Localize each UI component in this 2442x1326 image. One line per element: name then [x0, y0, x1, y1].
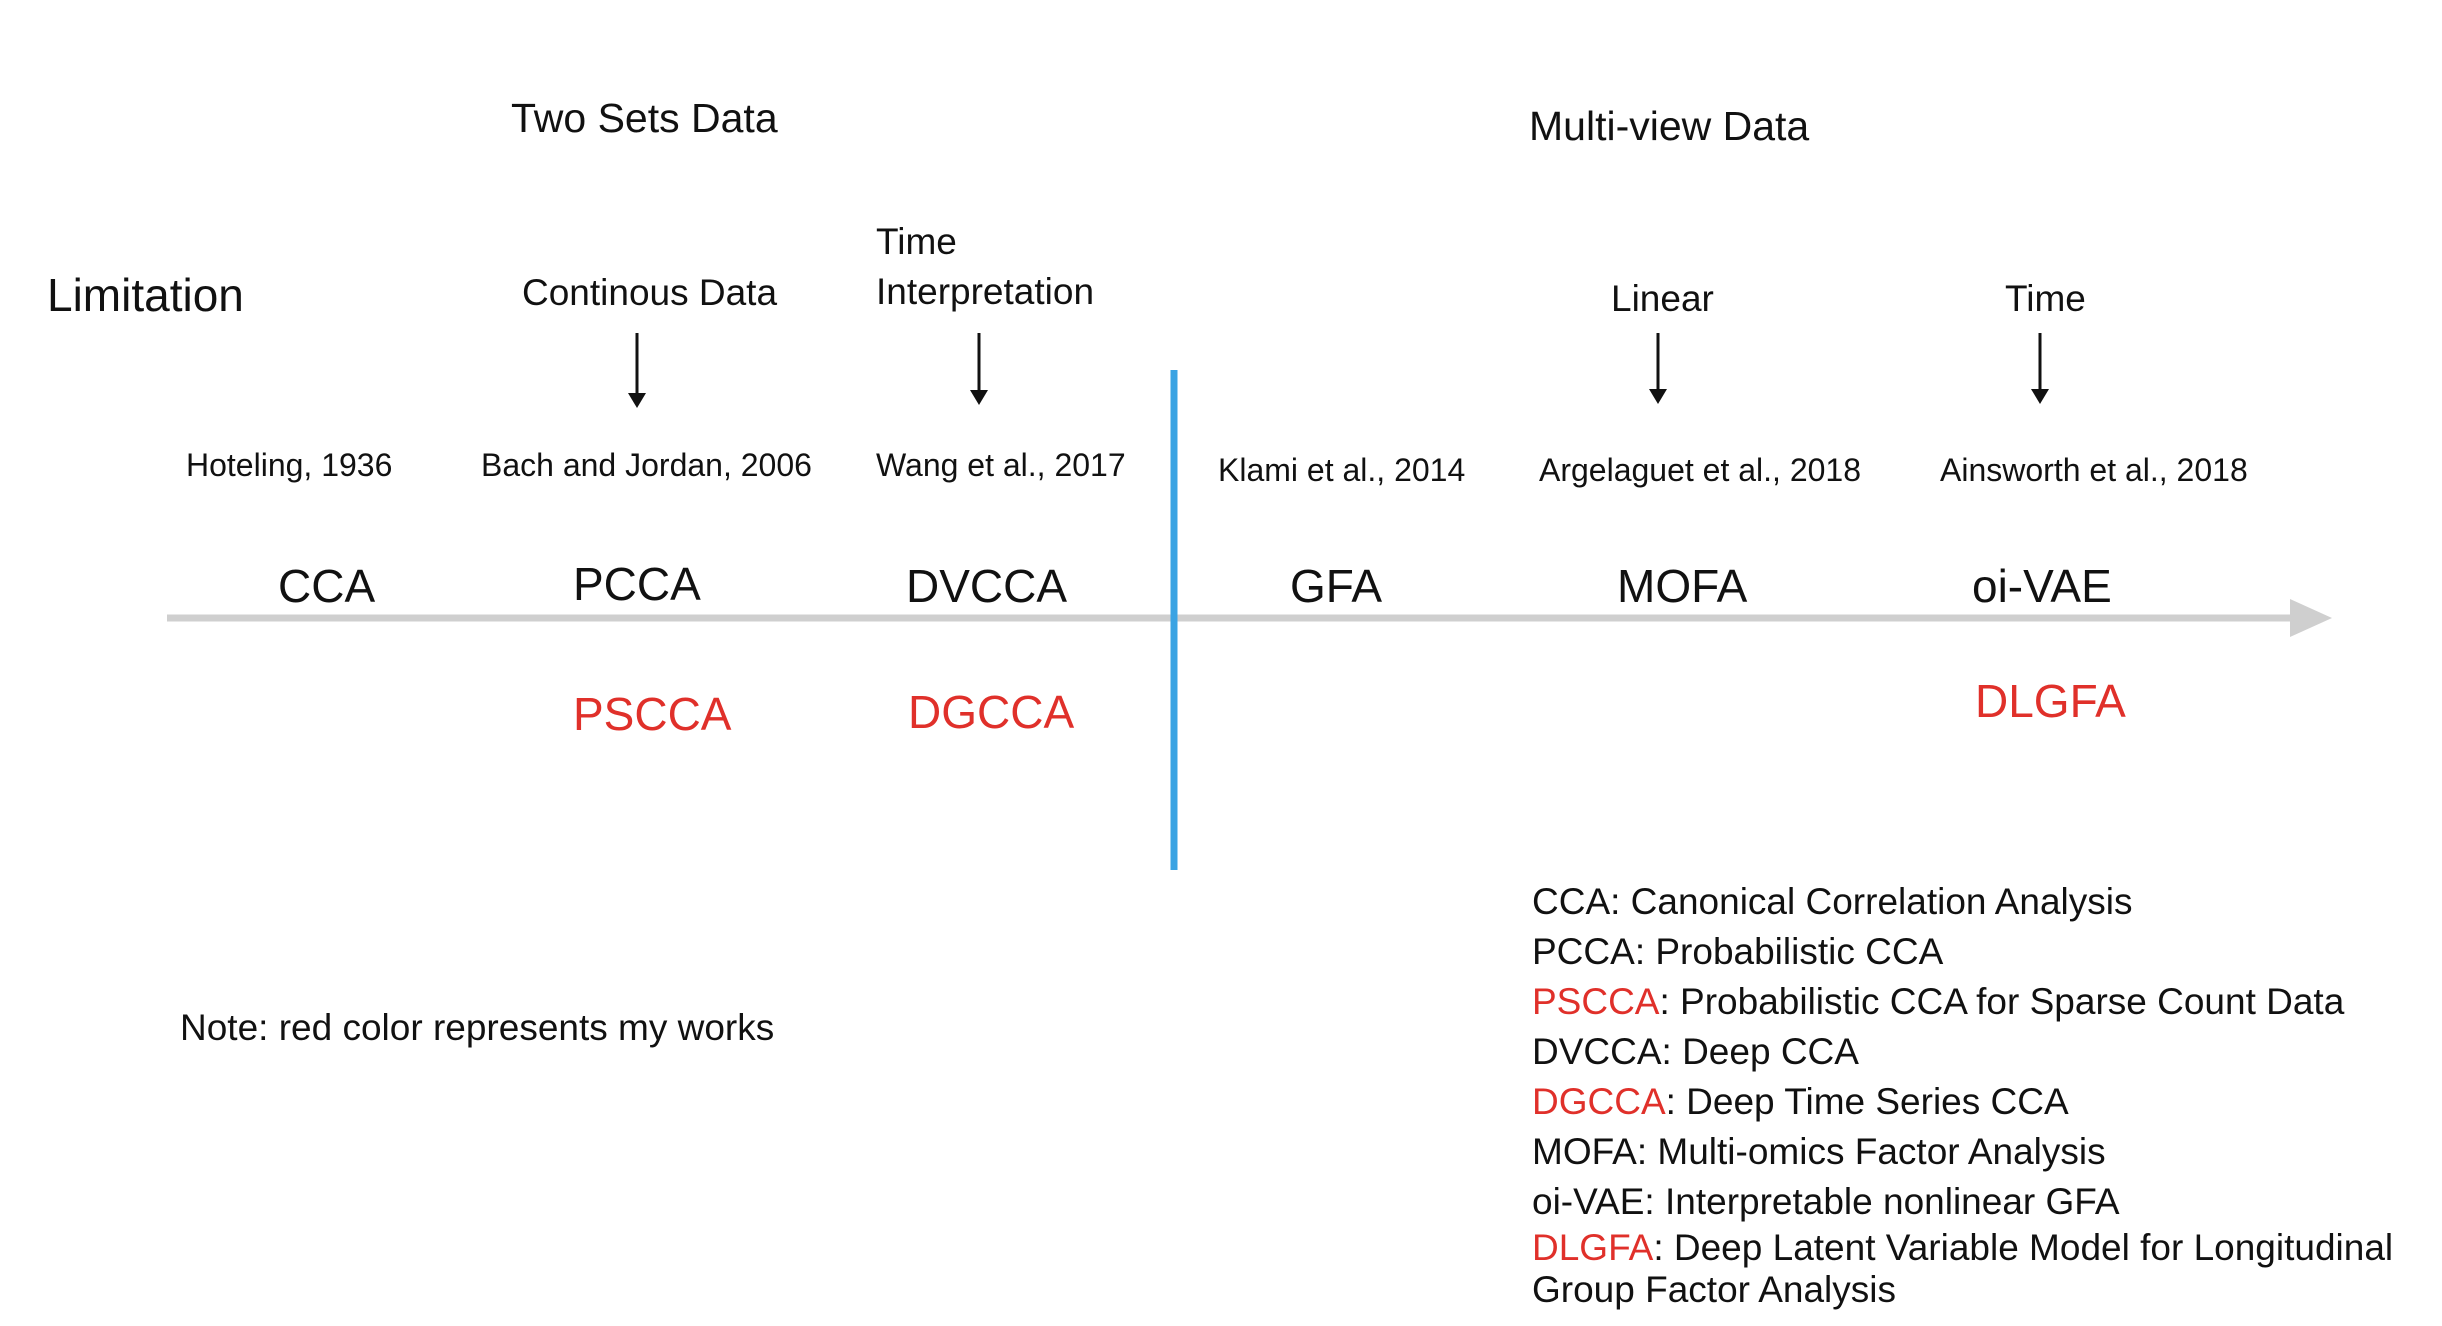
limitation-time: Time: [2005, 278, 2086, 319]
legend-abbr: MOFA: [1532, 1131, 1637, 1172]
note-text: Note: red color represents my works: [180, 1007, 775, 1048]
citation-mofa: Argelaguet et al., 2018: [1539, 452, 1862, 488]
header-multi-view-data: Multi-view Data: [1529, 103, 1810, 149]
legend-definition: : Interpretable nonlinear GFA: [1644, 1181, 2120, 1222]
method-gfa: GFA: [1290, 560, 1383, 612]
legend-definition: : Probabilistic CCA: [1634, 931, 1944, 972]
timeline-arrowhead: [2290, 599, 2332, 637]
limitation-arrow-time-interpretation: [970, 333, 988, 405]
header-two-sets-data: Two Sets Data: [511, 95, 778, 141]
limitation-arrow-time: [2031, 333, 2049, 404]
legend-row-continuation: [1532, 1269, 2393, 1311]
legend-definition: : Deep Latent Variable Model for Longitudinal: [1653, 1227, 2394, 1268]
legend-row: [1532, 877, 2393, 927]
my-work-dlgfa: DLGFA: [1975, 675, 2126, 727]
legend-definition: : Deep CCA: [1661, 1031, 1859, 1072]
legend-row: [1532, 927, 2393, 977]
legend-abbr: PCCA: [1532, 931, 1635, 972]
method-dvcca: DVCCA: [906, 560, 1068, 612]
citation-pcca: Bach and Jordan, 2006: [481, 447, 812, 483]
legend-abbr: PSCCA: [1532, 981, 1660, 1022]
method-mofa: MOFA: [1617, 560, 1748, 612]
legend-row: [1532, 1077, 2393, 1127]
method-cca: CCA: [278, 560, 376, 612]
legend-row: [1532, 977, 2393, 1027]
legend-abbr: DVCCA: [1532, 1031, 1662, 1072]
legend-definition: : Multi-omics Factor Analysis: [1636, 1131, 2106, 1172]
limitation-time-interpretation: Time Interpretation: [876, 221, 1095, 312]
method-pcca: PCCA: [573, 558, 701, 610]
legend-abbr: DLGFA: [1532, 1227, 1654, 1268]
legend-definition: : Canonical Correlation Analysis: [1610, 881, 2133, 922]
legend-definition: : Probabilistic CCA for Sparse Count Data: [1659, 981, 2345, 1022]
limitation-linear: Linear: [1611, 278, 1714, 319]
legend-abbr: DGCCA: [1532, 1081, 1666, 1122]
legend-abbr: CCA: [1532, 881, 1611, 922]
limitation-arrow-linear: [1649, 333, 1667, 404]
my-work-dgcca: DGCCA: [908, 686, 1075, 738]
citation-gfa: Klami et al., 2014: [1218, 452, 1466, 488]
limitation-arrow-continous: [628, 333, 646, 408]
legend-abbr: oi-VAE: [1532, 1181, 1645, 1222]
limitation-label: Limitation: [47, 269, 244, 321]
legend-definition-continuation: Group Factor Analysis: [1532, 1269, 1896, 1310]
citation-dvcca: Wang et al., 2017: [876, 447, 1126, 483]
limitation-continous-data: Continous Data: [522, 272, 778, 313]
legend-row: [1532, 1227, 2393, 1269]
legend-definition: : Deep Time Series CCA: [1665, 1081, 2069, 1122]
citation-cca: Hoteling, 1936: [186, 447, 393, 483]
method-oi-vae: oi-VAE: [1972, 560, 2112, 612]
citation-oi-vae: Ainsworth et al., 2018: [1940, 452, 2248, 488]
abbreviation-legend: [1532, 877, 2393, 1311]
my-work-pscca: PSCCA: [573, 688, 732, 740]
legend-row: [1532, 1177, 2393, 1227]
legend-row: [1532, 1027, 2393, 1077]
legend-row: [1532, 1127, 2393, 1177]
